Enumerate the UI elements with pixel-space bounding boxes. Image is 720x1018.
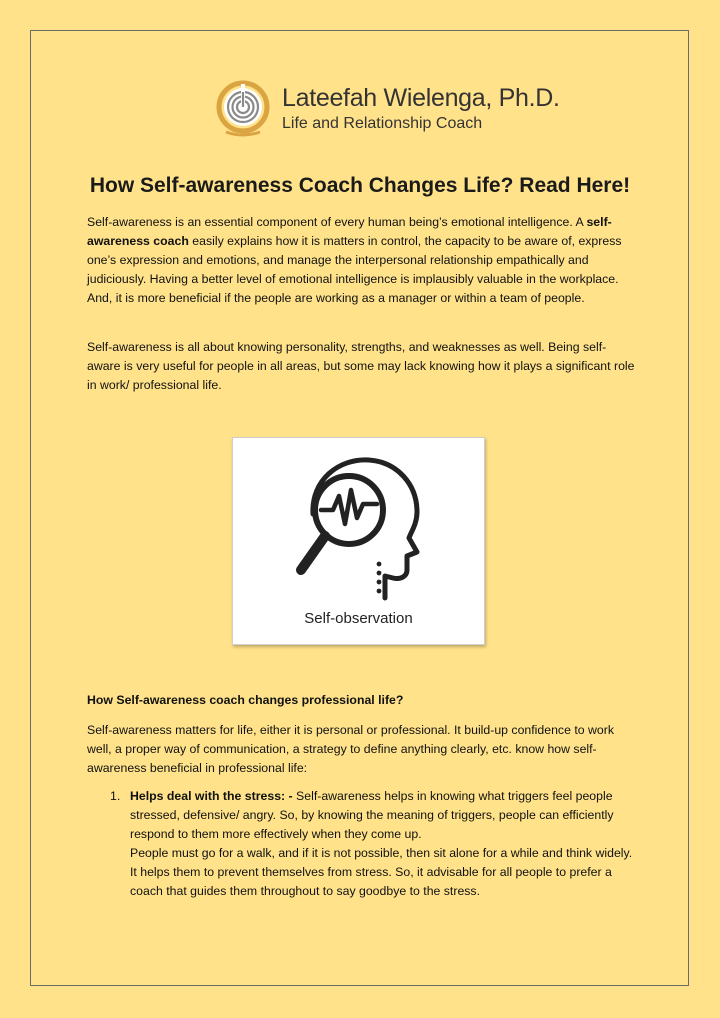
section-heading: How Self-awareness coach changes professional life? (87, 693, 404, 707)
list-item-text-continued: People must go for a walk, and if it is not possible, then sit alone for a while and think widely. It helps them to prevent themselves from stress. So, it advisable for all people to prefer a coach that guides them throughout to say goodbye to the stress. (130, 846, 633, 898)
list-item-text: Self-awareness helps in knowing what triggers feel people stressed, defensive/ angry. So, by knowing the meaning of triggers, people can efficiently respond to them more effectively when they come up. (130, 789, 614, 841)
self-observation-image (232, 437, 485, 645)
list-item-number: 1. (110, 789, 121, 803)
third-paragraph: Self-awareness matters for life, either it is personal or professional. It build-up confidence to work well, a proper way of communication, a strategy to define anything clearly, etc. know how self-awareness beneficial in professional life: (87, 723, 614, 775)
list-item-body (130, 787, 635, 901)
list-item-label: Helps deal with the stress: - (130, 789, 293, 803)
list-item (110, 787, 635, 901)
intro-paragraph (87, 213, 639, 308)
logo-name: Lateefah Wielenga, Ph.D. (282, 84, 560, 112)
intro-text-end: easily explains how it is matters in control, the capacity to be aware of, express one’s expression and emotions, and manage the interpersonal relationship empathically and judiciously. Having a better level of emotional intelligence is implausibly valuable in the workplace. And, it is more beneficial if the people are working as a manager or within a team of people. (87, 234, 622, 305)
second-paragraph: Self-awareness is all about knowing personality, strengths, and weaknesses as well. Being self-aware is very useful for people in all areas, but some may lack knowing how it plays a significant role in work/ professional life. (87, 340, 635, 392)
logo-subtitle: Life and Relationship Coach (282, 115, 483, 132)
figure-caption: Self-observation (304, 610, 413, 627)
page-title: How Self-awareness Coach Changes Life? Read Here! (89, 174, 631, 197)
labyrinth-logo-icon (214, 80, 272, 138)
intro-keyword: self-awareness coach (87, 215, 612, 248)
intro-text-start: Self-awareness is an essential component of every human being’s emotional intelligence. A (87, 215, 587, 229)
brand-logo[interactable] (214, 80, 560, 138)
head-magnifier-icon (293, 452, 423, 602)
